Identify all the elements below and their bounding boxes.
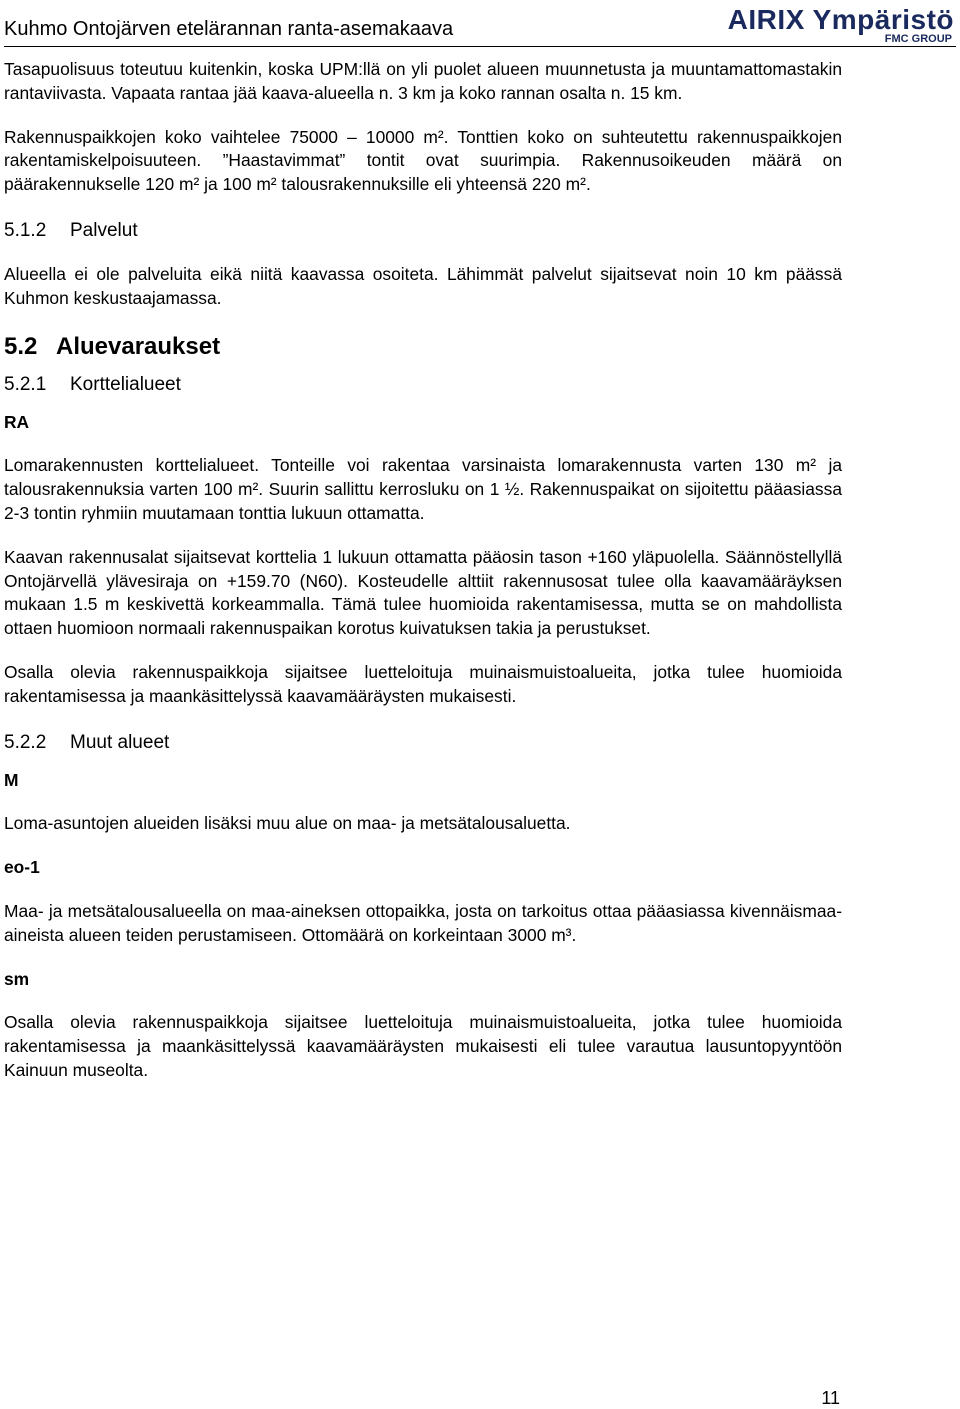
page-header (4, 4, 956, 50)
document-body (4, 58, 842, 1103)
section-heading-palvelut (4, 217, 842, 245)
zone-label-eo-1: eo-1 (4, 857, 40, 878)
paragraph-rakennuspaikkojen-koko: Rakennuspaikkojen koko vaihtelee 75000 – 10000 m². Tonttien koko on suhteutettu rakennuspaikkojen rakentamiskelpoisuuteen. ”Haastavimmat” tontit ovat suurimpia. Rakennusoikeuden määrä on päärakennukselle 120 m² ja 100 m² talousrakennuksille eli yhteensä 220 m². (4, 126, 842, 195)
paragraph-rakennusalat: Kaavan rakennusalat sijaitsevat korttelia 1 lukuun ottamatta pääosin tason +160 yläpuolella. Säännöstellyllä Ontojärvellä ylävesiraja on +159.70 (N60). Kosteudelle alttiit rakennusosat tulee olla kaavamääräyksen mukaan 1.5 m keskivettä korkeammalla. Tämä tulee huomioida rakentamisessa, mutta se on mahdollista ottaen huomioon normaali rakennuspaikan korotus kuivatuksen takia ja perustukset. (4, 546, 842, 639)
logo-tagline: FMC GROUP (884, 33, 952, 45)
section-number: 5.1.2 (4, 219, 47, 241)
section-number: 5.2 (4, 332, 38, 360)
logo-wordmark: AIRIX Ympäristö (727, 4, 954, 35)
section-number: 5.2.1 (4, 373, 47, 395)
zone-label-m: M (4, 769, 19, 790)
paragraph-ottopaikka: Maa- ja metsätalousalueella on maa-aineksen ottopaikka, josta on tarkoitus ottaa pääasiassa kivennäismaa-aineista alueen teiden perustamiseen. Ottomäärä on korkeintaan 3000 m³. (4, 900, 842, 945)
paragraph-muinaismuistot-1: Osalla olevia rakennuspaikkoja sijaitsee luetteloituja muinaismuistoalueita, jotka tulee huomioida rakentamisessa ja maankäsittelyssä kaavamääräysten mukaisesti. (4, 661, 842, 706)
paragraph-maa-ja-metsatalous: Loma-asuntojen alueiden lisäksi muu alue on maa- ja metsätalousaluetta. (4, 813, 571, 834)
section-title: Palvelut (70, 219, 138, 241)
section-number: 5.2.2 (4, 731, 47, 753)
paragraph-lomarakennusten: Lomarakennusten korttelialueet. Tonteille voi rakentaa varsinaista lomarakennusta varten 130 m² ja talousrakennuksia varten 100 m². Suurin sallittu kerrosluku on 1 ½. Rakennuspaikat on sijoitettu pääasiassa 2-3 tontin ryhmiin muutamaan tonttia lukuun ottamatta. (4, 455, 842, 523)
company-logo (727, 4, 954, 50)
paragraph-palvelut: Alueella ei ole palveluita eikä niitä kaavassa osoiteta. Lähimmät palvelut sijaitsevat noin 10 km päässä Kuhmon keskustaajamassa. (4, 263, 842, 308)
paragraph-muinaismuistot-2: Osalla olevia rakennuspaikkoja sijaitsee luetteloituja muinaismuistoalueita, jotka tulee huomioida rakentamisessa ja maankäsittelyssä kaavamääräysten mukaisesti eli tulee varautua lausuntopyyntöön Kainuun museolta. (4, 1012, 842, 1080)
section-title: Korttelialueet (70, 373, 181, 395)
header-divider (4, 46, 956, 47)
section-heading-muut-alueet (4, 729, 842, 757)
document-title: Kuhmo Ontojärven etelärannan ranta-asemakaava (4, 18, 454, 40)
section-title: Muut alueet (70, 731, 170, 753)
zone-label-sm: sm (4, 968, 30, 989)
paragraph-tasapuolisuus: Tasapuolisuus toteutuu kuitenkin, koska UPM:llä on yli puolet alueen muunnetusta ja muuntamattomastakin rantaviivasta. Vapaata rantaa jää kaava-alueella n. 3 km ja koko rannan osalta n. 15 km. (4, 59, 842, 103)
section-heading-aluevaraukset (4, 331, 842, 363)
page-number: 11 (821, 1388, 840, 1408)
zone-label-ra: RA (4, 411, 30, 432)
section-title: Aluevaraukset (56, 332, 221, 360)
section-heading-korttelialueet (4, 371, 842, 399)
